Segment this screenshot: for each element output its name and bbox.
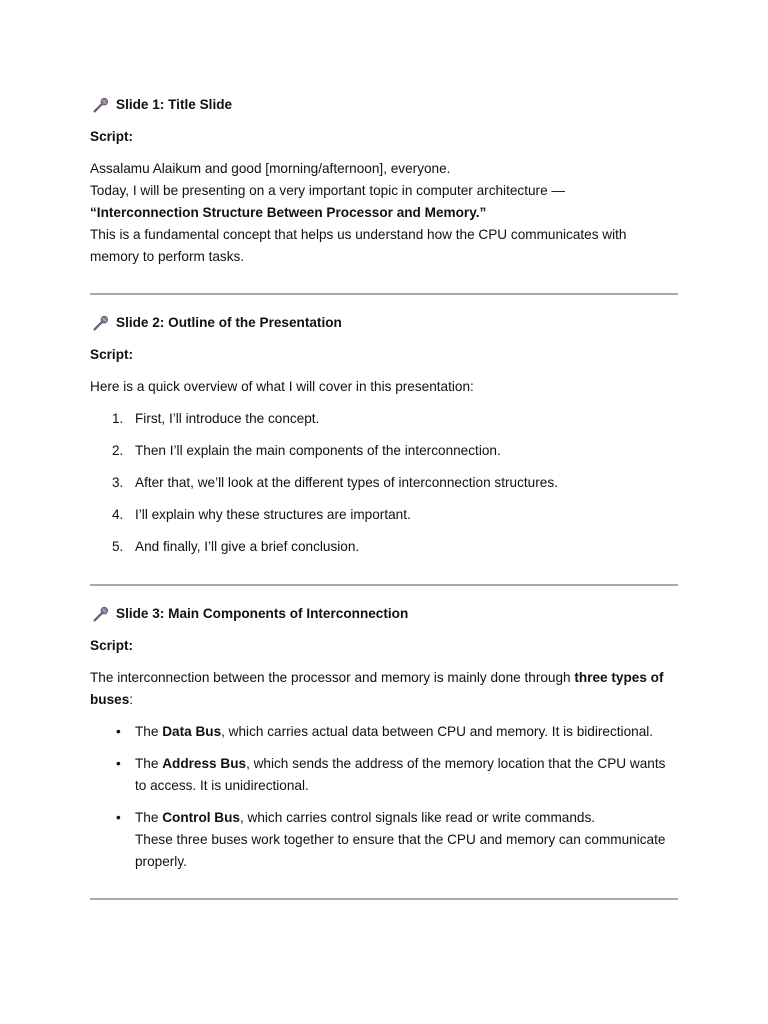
list-item-number: 5. <box>112 539 124 554</box>
list-item-text: Then I’ll explain the main components of the interconnection. <box>135 443 501 458</box>
slide-3-intro-text: The interconnection between the processor and memory is mainly done through <box>90 670 575 685</box>
slide-1-topic-title: “Interconnection Structure Between Processor and Memory.” <box>90 205 487 220</box>
slide-3-script-label: Script: <box>90 638 134 653</box>
bullet-glyph: • <box>116 810 121 825</box>
list-item <box>90 408 678 430</box>
list-item <box>90 472 678 494</box>
list-item-text: I’ll explain why these structures are important. <box>135 507 411 522</box>
list-item <box>90 753 678 797</box>
list-item <box>90 440 678 462</box>
slide-1-topic-description: This is a fundamental concept that helps us understand how the CPU communicates with memory to perform tasks. <box>90 227 627 264</box>
microphone-icon <box>92 97 109 114</box>
bullet-glyph: • <box>116 724 121 739</box>
microphone-icon <box>92 315 109 332</box>
slide-2-script-label: Script: <box>90 347 134 362</box>
list-item-number: 3. <box>112 475 124 490</box>
bullet-term: Address Bus <box>162 756 247 771</box>
slide-2-intro: Here is a quick overview of what I will cover in this presentation: <box>90 379 474 394</box>
outline-list <box>90 408 678 558</box>
slide-3-heading <box>90 603 678 625</box>
bullet-prefix: The <box>135 724 163 739</box>
list-item <box>90 504 678 526</box>
slide-1-heading <box>90 94 678 116</box>
slide-3-intro-emphasis: three types of buses <box>90 670 664 707</box>
bullet-description: , which sends the address of the memory location that the CPU wants to access. It is unidirectional. <box>135 756 666 793</box>
microphone-icon <box>92 606 109 623</box>
bullet-description: , which carries actual data between CPU and memory. It is bidirectional. <box>221 724 654 739</box>
slide-3-intro-end: : <box>129 692 134 707</box>
slide-1-heading-text: Slide 1: Title Slide <box>116 97 233 112</box>
list-item-text: And finally, I’ll give a brief conclusion. <box>135 539 360 554</box>
slide-3-intro <box>90 667 678 711</box>
list-item <box>90 807 678 873</box>
list-item <box>90 536 678 558</box>
bullet-term: Data Bus <box>162 724 222 739</box>
list-item-text: First, I’ll introduce the concept. <box>135 411 320 426</box>
bullet-glyph: • <box>116 756 121 771</box>
section-divider <box>90 898 678 900</box>
slide-2-heading <box>90 312 678 334</box>
bus-list <box>90 721 678 873</box>
bullet-prefix: The <box>135 756 163 771</box>
list-item-number: 2. <box>112 443 124 458</box>
slide-1-topic-intro: Today, I will be presenting on a very important topic in computer architecture — <box>90 183 565 198</box>
slide-3-heading-text: Slide 3: Main Components of Interconnection <box>116 606 409 621</box>
section-divider <box>90 293 678 295</box>
bullet-prefix: The <box>135 810 163 825</box>
section-divider <box>90 584 678 586</box>
slide-1-script-label: Script: <box>90 129 134 144</box>
slide-1-greeting: Assalamu Alaikum and good [morning/afternoon], everyone. <box>90 161 451 176</box>
bullet-summary: These three buses work together to ensure that the CPU and memory can communicate properly. <box>135 832 666 869</box>
document-content <box>90 94 678 900</box>
bullet-description: , which carries control signals like read or write commands. <box>239 810 596 825</box>
list-item-number: 1. <box>112 411 124 426</box>
bullet-term: Control Bus <box>162 810 240 825</box>
list-item-number: 4. <box>112 507 124 522</box>
slide-1-script-paragraph <box>90 158 678 268</box>
list-item <box>90 721 678 743</box>
list-item-text: After that, we’ll look at the different types of interconnection structures. <box>135 475 558 490</box>
slide-2-heading-text: Slide 2: Outline of the Presentation <box>116 315 342 330</box>
